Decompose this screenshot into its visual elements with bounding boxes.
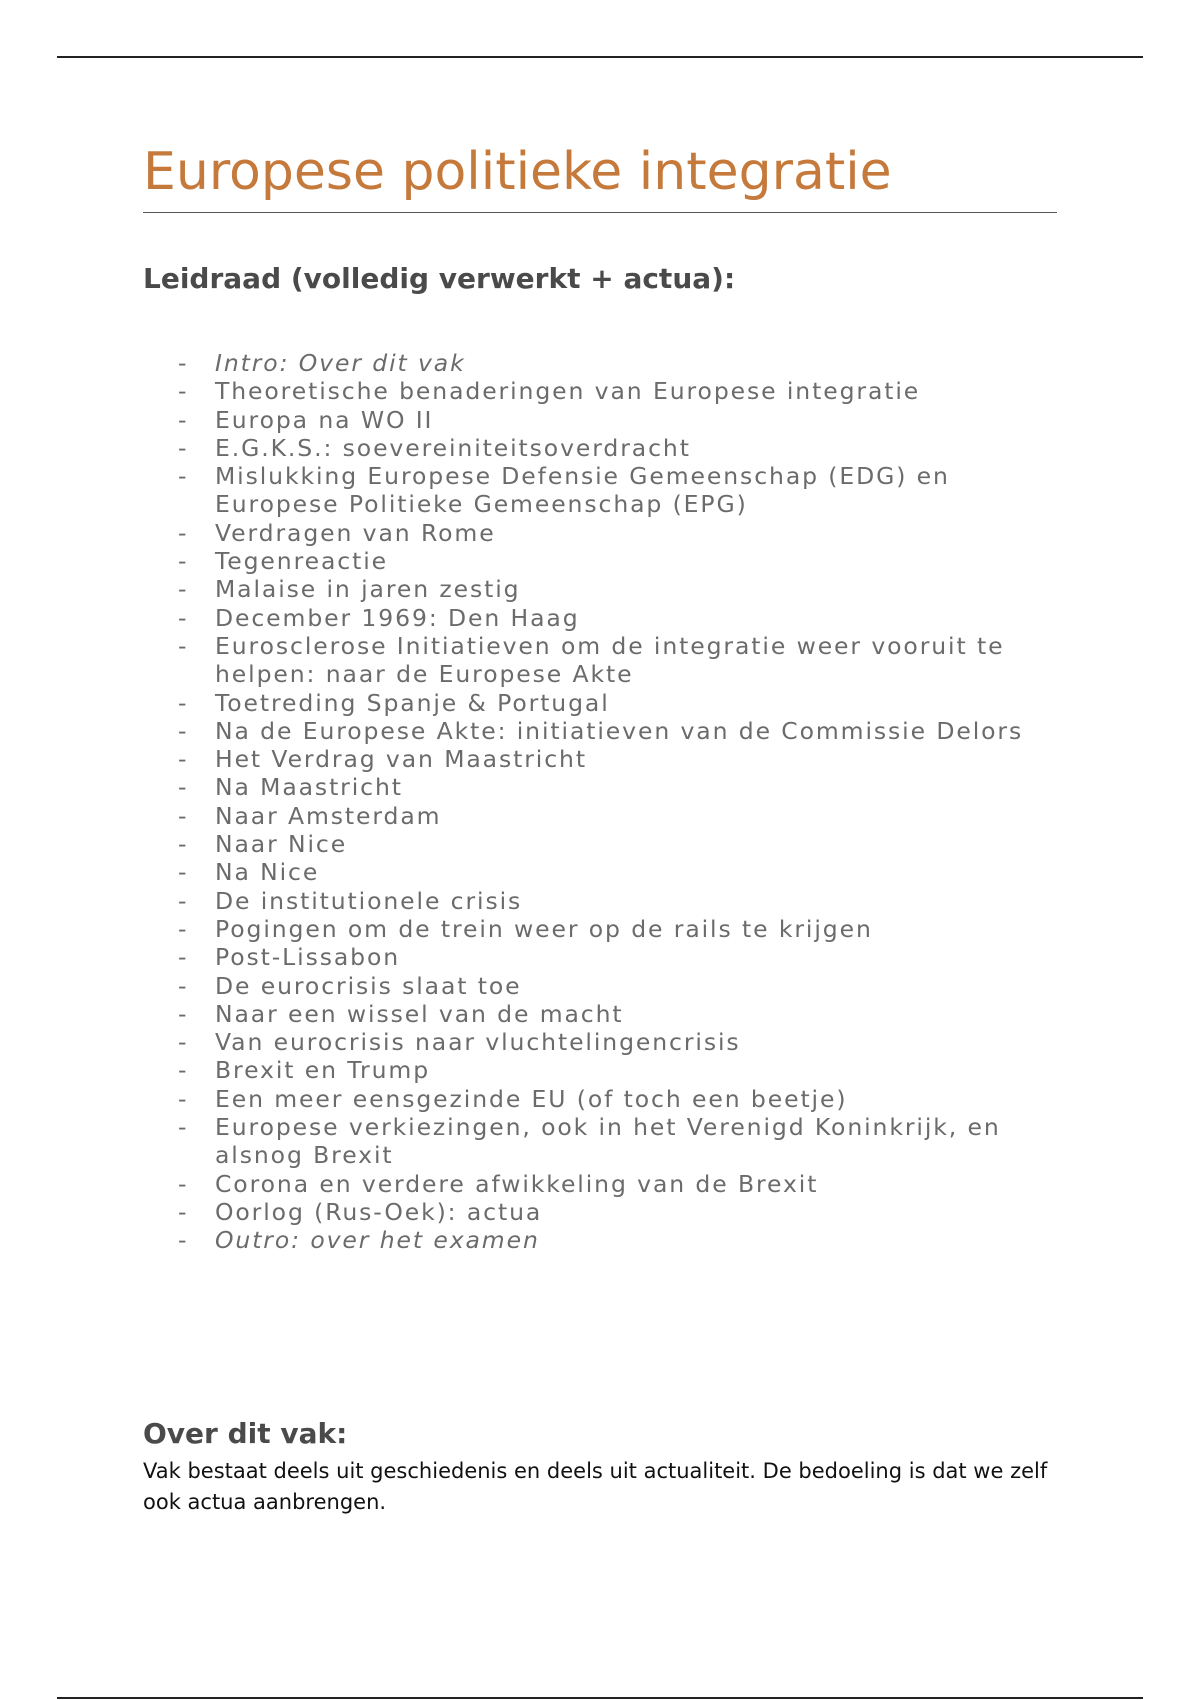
document-title: Europese politieke integratie [143,142,892,202]
bullet-dash: - [178,518,189,547]
topic-item-text: Na Maastricht [215,773,403,802]
topic-item-text: Mislukking Europese Defensie Gemeenschap (EDG) en Europese Politieke Gemeenschap (EPG) [215,462,950,519]
topic-item-text: Na de Europese Akte: initiatieven van de Commissie Delors [215,716,1024,745]
topic-item [178,349,1058,377]
page-top-rule [57,56,1143,58]
bullet-dash: - [178,1113,189,1142]
topic-item [178,434,1058,462]
topic-item [178,1028,1058,1056]
topic-item [178,1226,1058,1254]
topic-item [178,858,1058,886]
topic-item-text: E.G.K.S.: soevereiniteitsoverdracht [215,433,691,462]
bullet-dash: - [178,999,189,1028]
topic-item [178,462,1058,519]
topic-item [178,689,1058,717]
topic-list [178,349,1058,1255]
bullet-dash: - [178,575,189,604]
bullet-dash: - [178,716,189,745]
topic-item [178,547,1058,575]
topic-item-text: Naar Nice [215,830,348,859]
topic-item-text: Een meer eensgezinde EU (of toch een beetje) [215,1084,848,1113]
topic-item-text: Toetreding Spanje & Portugal [215,688,610,717]
topic-item-text: December 1969: Den Haag [215,603,580,632]
bullet-dash: - [178,1197,189,1226]
topic-item-text: Post-Lissabon [215,943,401,972]
topic-item [178,887,1058,915]
topic-item-text: Eurosclerose Initiatieven om de integratie weer vooruit te helpen: naar de Europese Akte [215,631,1005,689]
bullet-dash: - [178,1084,189,1113]
bullet-dash: - [178,688,189,717]
bullet-dash: - [178,433,189,462]
topic-item-text: De institutionele crisis [215,886,523,915]
topic-item [178,1056,1058,1084]
bullet-dash: - [178,971,189,1000]
bullet-dash: - [178,547,189,576]
bullet-dash: - [178,914,189,943]
topic-item-text: Tegenreactie [215,547,389,576]
topic-item-text: Het Verdrag van Maastricht [215,745,587,774]
bullet-dash: - [178,377,189,406]
bullet-dash: - [178,943,189,972]
topic-item [178,802,1058,830]
topic-item-text: Europese verkiezingen, ook in het Verenigd Koninkrijk, en alsnog Brexit [215,1113,1001,1170]
topic-item [178,1000,1058,1028]
topic-item-text: Naar Amsterdam [215,801,442,830]
topic-item [178,377,1058,405]
bullet-dash: - [178,801,189,830]
topic-item [178,915,1058,943]
bullet-dash: - [178,1056,189,1085]
guide-heading: Leidraad (volledig verwerkt + actua): [143,262,736,295]
topic-item-text: Intro: Over dit vak [215,349,466,377]
topic-item-text: Pogingen om de trein weer op de rails te krijgen [215,914,873,943]
topic-item [178,406,1058,434]
topic-item [178,717,1058,745]
title-underline [143,212,1057,213]
bullet-dash: - [178,773,189,802]
topic-item-text: Oorlog (Rus-Oek): actua [215,1197,543,1226]
topic-item [178,1170,1058,1198]
bullet-dash: - [178,858,189,887]
bullet-dash: - [178,462,189,491]
topic-item-text: Verdragen van Rome [215,518,496,547]
bullet-dash: - [178,349,189,377]
section-heading-over-dit-vak: Over dit vak: [143,1417,348,1450]
topic-item-text: Corona en verdere afwikkeling van de Brexit [215,1169,819,1198]
topic-item [178,943,1058,971]
bullet-dash: - [178,1226,189,1255]
topic-item [178,972,1058,1000]
topic-item-text: Theoretische benaderingen van Europese integratie [215,377,921,406]
topic-item [178,519,1058,547]
topic-item-text: Naar een wissel van de macht [215,999,624,1028]
topic-item-text: Malaise in jaren zestig [215,575,521,604]
topic-item-text: Outro: over het examen [215,1226,540,1255]
topic-item [178,830,1058,858]
bullet-dash: - [178,886,189,915]
bullet-dash: - [178,1028,189,1057]
topic-item [178,1198,1058,1226]
bullet-dash: - [178,631,189,660]
bullet-dash: - [178,830,189,859]
bullet-dash: - [178,603,189,632]
bullet-dash: - [178,745,189,774]
topic-item-text: Europa na WO II [215,405,434,434]
topic-item-text: Na Nice [215,858,320,887]
topic-item [178,1085,1058,1113]
bullet-dash: - [178,1169,189,1198]
page-bottom-rule [57,1697,1143,1699]
topic-item [178,773,1058,801]
topic-item-text: Brexit en Trump [215,1056,431,1085]
topic-item [178,632,1058,689]
topic-item-text: Van eurocrisis naar vluchtelingencrisis [215,1028,741,1057]
bullet-dash: - [178,405,189,434]
topic-item [178,1113,1058,1170]
topic-item-text: De eurocrisis slaat toe [215,971,522,1000]
topic-item [178,604,1058,632]
topic-item [178,745,1058,773]
section-body-text: Vak bestaat deels uit geschiedenis en deels uit actualiteit. De bedoeling is dat we zelf ook actua aanbrengen. [143,1459,1048,1514]
topic-item [178,575,1058,603]
